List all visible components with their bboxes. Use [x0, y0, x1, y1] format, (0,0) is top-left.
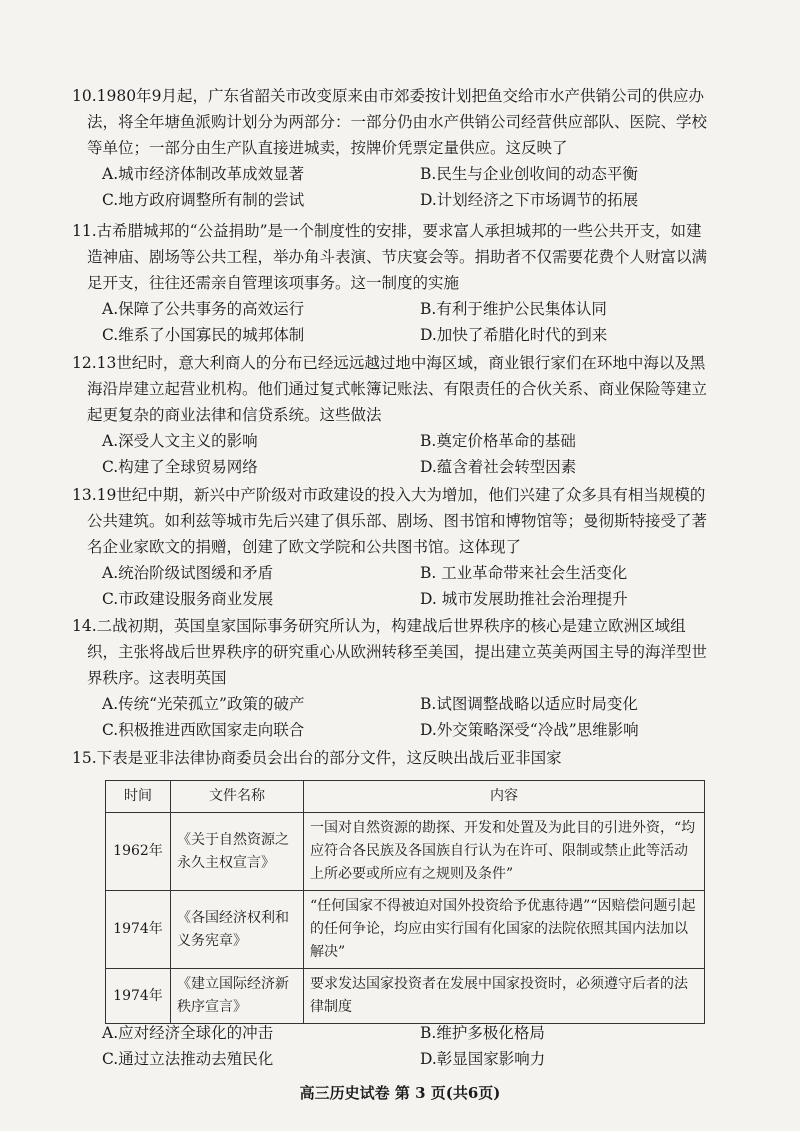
option-b[interactable]: B.有利于维护公民集体认同 — [420, 300, 607, 318]
option-b[interactable]: B.民生与企业创收间的动态平衡 — [420, 165, 638, 183]
table-row — [106, 813, 705, 891]
table-row — [106, 891, 705, 969]
header-content: 内容 — [304, 781, 705, 813]
option-d[interactable]: D.计划经济之下市场调节的拓展 — [420, 191, 639, 209]
question-14 — [72, 613, 712, 743]
cell-content: “任何国家不得被迫对国外投资给予优惠待遇”“因赔偿问题引起的任何争论，均应由实行国有化国家的法院依照其国内法加以解决” — [304, 891, 705, 969]
option-c[interactable]: C.维系了小国寡民的城邦体制 — [102, 326, 305, 344]
cell-time: 1962年 — [106, 813, 171, 891]
option-b[interactable]: B. 工业革命带来社会生活变化 — [420, 564, 628, 582]
options — [72, 428, 712, 480]
option-a[interactable]: A.统治阶级试图缓和矛盾 — [102, 564, 274, 582]
cell-time: 1974年 — [106, 891, 171, 969]
option-a[interactable]: A.城市经济体制改革成效显著 — [102, 165, 305, 183]
header-document: 文件名称 — [171, 781, 304, 813]
option-d[interactable]: D.彰显国家影响力 — [420, 1050, 546, 1068]
option-b[interactable]: B.奠定价格革命的基础 — [420, 432, 576, 450]
option-b[interactable]: B.试图调整战略以适应时局变化 — [420, 695, 638, 713]
page-footer: 高三历史试卷 第 3 页(共6页) — [299, 1084, 501, 1102]
option-c[interactable]: C.市政建设服务商业发展 — [102, 590, 274, 608]
cell-document: 《各国经济权利和义务宪章》 — [171, 891, 304, 969]
option-d[interactable]: D.加快了希腊化时代的到来 — [420, 326, 608, 344]
cell-content: 一国对自然资源的勘探、开发和处置及为此目的引进外资，“均应符合各民族及各国族自行认为在许可、限制或禁止此等活动上所必要或所应有之规则及条件” — [304, 813, 705, 891]
option-a[interactable]: A.保障了公共事务的高效运行 — [102, 300, 305, 318]
option-c[interactable]: C.积极推进西欧国家走向联合 — [102, 721, 305, 739]
question-15-options — [72, 1020, 712, 1072]
question-stem: 11.古希腊城邦的“公益捐助”是一个制度性的安排，要求富人承担城邦的一些公共开支，如建造神庙、剧场等公共工程，举办角斗表演、节庆宴会等。捐助者不仅需要花费个人财富以满足开支，往往还需亲自管理该项事务。这一制度的实施 — [72, 222, 708, 292]
option-c[interactable]: C.构建了全球贸易网络 — [102, 458, 258, 476]
question-10 — [72, 83, 712, 213]
option-c[interactable]: C.通过立法推动去殖民化 — [102, 1050, 274, 1068]
options — [72, 560, 712, 612]
option-a[interactable]: A.传统“光荣孤立”政策的破产 — [102, 695, 305, 713]
documents-table — [105, 780, 705, 1024]
question-stem: 14.二战初期，英国皇家国际事务研究所认为，构建战后世界秩序的核心是建立欧洲区域组织，主张将战后世界秩序的研究重心从欧洲转移至美国，提出建立英美两国主导的海洋型世界秩序。这表明英国 — [72, 617, 708, 687]
option-b[interactable]: B.维护多极化格局 — [420, 1024, 545, 1042]
option-d[interactable]: D.外交策略深受“冷战”思维影响 — [420, 721, 639, 739]
option-d[interactable]: D.蕴含着社会转型因素 — [420, 458, 577, 476]
option-c[interactable]: C.地方政府调整所有制的尝试 — [102, 191, 305, 209]
question-stem: 12.13世纪时，意大利商人的分布已经远远越过地中海区域，商业银行家们在环地中海以及黑海沿岸建立起营业机构。他们通过复式帐簿记账法、有限责任的合伙关系、商业保险等建立起更复杂的商业法律和信贷系统。这些做法 — [72, 354, 708, 424]
option-a[interactable]: A.应对经济全球化的冲击 — [102, 1024, 274, 1042]
options — [72, 1020, 712, 1072]
cell-document: 《建立国际经济新秩序宣言》 — [171, 969, 304, 1024]
question-12 — [72, 350, 712, 480]
cell-document: 《关于自然资源之永久主权宣言》 — [171, 813, 304, 891]
options — [72, 296, 712, 348]
question-15-stem — [72, 745, 712, 771]
option-a[interactable]: A.深受人文主义的影响 — [102, 432, 258, 450]
question-stem: 10.1980年9月起，广东省韶关市改变原来由市郊委按计划把鱼交给市水产供销公司的供应办法，将全年塘鱼派购计划分为两部分：一部分仍由水产供销公司经营供应部队、医院、学校等单位；一部分由生产队直接进城卖，按牌价凭票定量供应。这反映了 — [72, 87, 708, 157]
cell-content: 要求发达国家投资者在发展中国家投资时，必须遵守后者的法律制度 — [304, 969, 705, 1024]
cell-time: 1974年 — [106, 969, 171, 1024]
question-stem: 15.下表是亚非法律协商委员会出台的部分文件，这反映出战后亚非国家 — [72, 749, 562, 767]
table-header-row — [106, 781, 705, 813]
options — [72, 691, 712, 743]
header-time: 时间 — [106, 781, 171, 813]
question-13 — [72, 482, 712, 612]
table-row — [106, 969, 705, 1024]
question-stem: 13.19世纪中期，新兴中产阶级对市政建设的投入大为增加，他们兴建了众多具有相当规模的公共建筑。如利兹等城市先后兴建了俱乐部、剧场、图书馆和博物馆等；曼彻斯特接受了著名企业家欧文的捐赠，创建了欧文学院和公共图书馆。这体现了 — [72, 486, 708, 556]
option-d[interactable]: D. 城市发展助推社会治理提升 — [420, 590, 628, 608]
question-11 — [72, 218, 712, 348]
options — [72, 161, 712, 213]
